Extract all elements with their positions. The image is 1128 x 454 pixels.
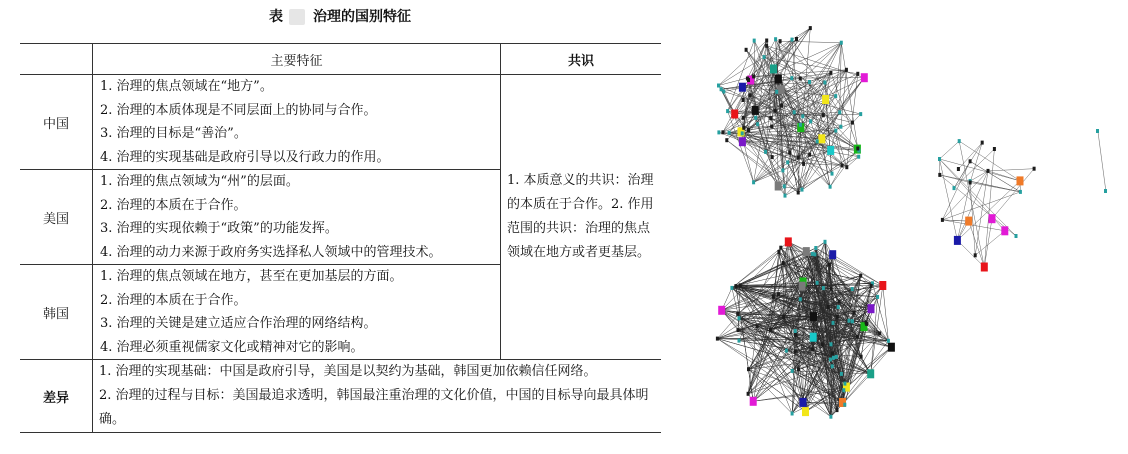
network-top-left-node: [827, 146, 834, 155]
network-top-left-node: [771, 155, 774, 159]
network-right-node: [938, 173, 941, 177]
network-top-left-node: [818, 134, 825, 143]
network-top-left-node: [775, 90, 778, 94]
network-bottom-node: [730, 286, 733, 290]
network-bottom-node: [811, 252, 814, 256]
network-bottom-node: [738, 316, 741, 320]
network-bottom-node: [810, 333, 817, 342]
network-top-left-node: [774, 37, 777, 41]
features-cell: [93, 75, 501, 170]
network-bottom-node: [829, 415, 832, 419]
network-bottom-node: [831, 364, 834, 368]
network-right-edge: [957, 240, 984, 267]
network-bottom-node: [876, 295, 879, 299]
network-right-node: [957, 167, 960, 171]
network-top-left-node: [752, 74, 755, 78]
network-top-left-node: [797, 191, 800, 195]
network-bottom-node: [772, 295, 775, 299]
network-bottom-edge: [753, 390, 844, 401]
network-top-left-node: [822, 95, 829, 104]
network-bottom-node: [769, 328, 772, 332]
country-cell: 美国: [20, 170, 93, 265]
network-right-node: [953, 186, 956, 190]
network-top-left-node: [845, 68, 848, 72]
table-title: [0, 6, 680, 26]
network-top-left-edge: [803, 28, 811, 116]
network-bottom-node: [870, 284, 873, 288]
network-top-left-node: [802, 162, 805, 166]
network-top-left-node: [769, 116, 772, 120]
network-top-left-node: [829, 185, 832, 189]
network-top-left-edge: [817, 78, 864, 142]
network-bottom-node: [791, 369, 794, 373]
network-top-left-node: [779, 39, 782, 43]
network-top-left-node: [749, 93, 752, 97]
network-top-left-node: [717, 130, 720, 134]
network-top-left-edge: [777, 70, 847, 92]
network-top-left-node: [747, 128, 750, 132]
network-top-left-node: [741, 131, 744, 135]
network-bottom-node: [800, 398, 807, 407]
network-top-left-edge: [802, 74, 858, 190]
network-top-left-node: [809, 119, 812, 123]
network-bottom-node: [821, 343, 824, 347]
isolated-node: [1096, 129, 1099, 133]
network-top-left-node: [764, 150, 767, 154]
network-bottom-node: [832, 356, 835, 360]
network-bottom-node: [802, 407, 809, 416]
network-bottom-edge: [717, 330, 738, 339]
network-top-left-node: [745, 48, 748, 52]
network-top-left-node: [831, 172, 834, 176]
network-bottom-node: [848, 319, 851, 323]
network-bottom-node: [867, 369, 874, 378]
features-cell: [93, 170, 501, 265]
network-bottom-node: [814, 246, 817, 250]
network-top-left-node: [856, 72, 859, 76]
network-bottom-node: [803, 247, 810, 256]
network-right-edge: [957, 183, 970, 241]
network-bottom-node: [831, 351, 834, 355]
network-right-node: [987, 169, 990, 173]
network-right-node: [993, 147, 996, 151]
country-cell: 韩国: [20, 265, 93, 360]
network-top-left-node: [781, 168, 784, 172]
network-top-left-node: [797, 156, 800, 160]
network-top-left-node: [784, 194, 787, 198]
network-right-node: [954, 236, 961, 245]
network-figure: [694, 0, 1128, 450]
network-top-left-node: [801, 114, 804, 118]
network-right-edge: [940, 141, 960, 159]
redacted-number: [289, 9, 305, 25]
network-top-left-edge: [754, 70, 847, 77]
network-bottom-node: [829, 250, 836, 259]
network-top-left-node: [783, 184, 786, 188]
network-top-left-node: [720, 87, 723, 91]
network-top-left-node: [756, 122, 759, 126]
network-right-node: [969, 181, 972, 185]
isolated-edge: [1098, 132, 1106, 192]
network-top-left-edge: [719, 41, 767, 86]
network-bottom-node: [791, 412, 794, 416]
network-bottom-node: [860, 355, 863, 359]
network-right-node: [1001, 226, 1008, 235]
network-top-left-node: [753, 39, 756, 43]
network-right-edge: [988, 169, 1034, 171]
network-top-left-node: [728, 131, 731, 135]
network-top-left-node: [790, 76, 793, 80]
header-features: 主要特征: [93, 44, 501, 75]
network-top-left-node: [752, 180, 755, 184]
network-right-edge: [959, 141, 1020, 181]
network-bottom-node: [747, 392, 750, 396]
network-top-left-node: [829, 71, 832, 75]
network-top-left-node: [823, 81, 826, 85]
network-right-node: [958, 139, 961, 143]
network-bottom-node: [782, 315, 785, 319]
header-row: [20, 44, 661, 75]
network-bottom-node: [736, 312, 739, 316]
network-bottom-node: [716, 337, 719, 341]
network-bottom-node: [822, 286, 825, 290]
network-bottom-node: [851, 319, 854, 323]
network-top-left-node: [731, 110, 738, 119]
network-right-node: [938, 157, 941, 161]
network-bottom-node: [836, 315, 839, 319]
network-bottom-node: [830, 342, 833, 346]
network-bottom-node: [718, 306, 725, 315]
feature-item: 3. 治理的目标是“善治”。: [100, 122, 500, 146]
network-right-node: [965, 217, 972, 226]
network-top-left-node: [742, 126, 745, 130]
network-top-left-node: [742, 116, 745, 120]
network-top-left-node: [834, 129, 837, 133]
network-top-left-node: [742, 98, 745, 102]
table-title-text: 治理的国别特征: [313, 9, 411, 25]
network-top-left-node: [857, 155, 860, 159]
network-right-node: [981, 141, 984, 145]
consensus-cell: 1. 本质意义的共识：治理的本质在于合作。2. 作用范围的共识：治理的焦点领域在地方或者更基层。: [501, 75, 662, 360]
network-bottom-node: [840, 372, 843, 376]
network-right-node: [974, 253, 977, 257]
difference-row: [20, 360, 661, 433]
network-bottom-node: [799, 282, 806, 291]
network-right-node: [989, 214, 996, 223]
network-top-left-node: [861, 73, 868, 82]
network-top-left-node: [763, 55, 766, 59]
header-corner: [20, 44, 93, 75]
feature-item: 1. 治理的焦点领域为“州”的层面。: [100, 170, 500, 194]
network-top-left-node: [809, 26, 812, 30]
network-top-left-node: [739, 137, 746, 146]
network-top-left-node: [746, 77, 749, 81]
network-top-left-node: [791, 38, 794, 42]
network-right-node: [1015, 234, 1018, 238]
network-bottom-node: [816, 281, 819, 285]
table-row: [20, 75, 661, 170]
network-bottom-node: [777, 292, 780, 296]
network-top-left-node: [840, 41, 843, 45]
network-top-left-edge: [774, 28, 811, 69]
network-bottom-node: [810, 312, 817, 321]
network-top-left-node: [845, 165, 848, 169]
feature-item: 3. 治理的实现依赖于“政策”的功能发挥。: [100, 217, 500, 241]
network-bottom-node: [878, 331, 881, 335]
network-bottom-node: [777, 250, 780, 254]
network-bottom-node: [794, 333, 797, 337]
difference-label: 差异: [20, 360, 93, 433]
network-bottom-node: [779, 246, 782, 250]
network-top-left-node: [722, 90, 725, 94]
network-top-left-node: [816, 139, 819, 143]
feature-item: 2. 治理的本质在于合作。: [100, 289, 500, 313]
network-bottom-node: [734, 284, 737, 288]
network-bottom-node: [843, 382, 846, 386]
network-bottom-node: [811, 348, 814, 352]
difference-cell: [93, 360, 662, 433]
network-top-left-node: [721, 130, 724, 134]
network-top-left-node: [765, 39, 768, 43]
network-top-left-edge: [777, 92, 861, 114]
network-top-left-node: [856, 147, 859, 151]
network-bottom-node: [827, 305, 830, 309]
network-right-node: [981, 263, 988, 272]
network-top-left-node: [801, 188, 804, 192]
network-bottom-node: [747, 367, 750, 371]
network-right-node: [941, 218, 944, 222]
network-top-left-node: [822, 113, 825, 117]
network-right-node: [969, 159, 972, 163]
network-bottom-node: [853, 311, 856, 315]
network-bottom-node: [824, 240, 827, 244]
network-top-left-node: [808, 80, 811, 84]
network-top-left-node: [770, 125, 773, 129]
network-top-left-node: [780, 103, 783, 107]
network-bottom-node: [785, 349, 788, 353]
network-top-left-node: [799, 123, 802, 127]
network-bottom-edge: [883, 286, 889, 341]
network-top-left-node: [765, 44, 768, 48]
feature-item: 4. 治理必须重视儒家文化或精神对它的影响。: [100, 336, 500, 360]
country-cell: 中国: [20, 75, 93, 170]
network-bottom-node: [794, 329, 797, 333]
network-top-left-node: [775, 182, 782, 191]
network-bottom-node: [842, 388, 845, 392]
network-graphs-svg: [694, 0, 1128, 450]
network-top-left-node: [717, 84, 720, 88]
network-bottom-node: [859, 274, 862, 278]
network-top-left-node: [799, 77, 802, 81]
network-bottom-node: [836, 408, 839, 412]
network-bottom-node: [865, 322, 868, 326]
network-right-edge: [984, 219, 992, 267]
network-bottom-node: [756, 324, 759, 328]
isolated-node: [1104, 189, 1107, 193]
network-bottom-node: [829, 358, 832, 362]
network-top-left-node: [788, 151, 791, 155]
network-top-left-node: [834, 94, 837, 98]
network-top-left-node: [752, 106, 759, 115]
network-top-left-node: [839, 125, 842, 129]
network-right-edge: [970, 171, 988, 181]
network-top-left-node: [786, 160, 789, 164]
governance-table: [20, 43, 661, 433]
network-top-left-node: [851, 121, 854, 125]
feature-item: 3. 治理的关键是建立适应合作治理的网络结构。: [100, 312, 500, 336]
network-top-left-node: [838, 110, 841, 114]
network-bottom-node: [799, 297, 802, 301]
network-bottom-node: [739, 283, 742, 287]
feature-item: 4. 治理的动力来源于政府务实选择私人领域中的管理技术。: [100, 241, 500, 265]
network-top-left-node: [774, 109, 777, 113]
network-right-edge: [970, 181, 1020, 192]
network-bottom-node: [856, 335, 859, 339]
network-bottom-node: [785, 237, 792, 246]
network-bottom-node: [782, 261, 785, 265]
network-top-left-node: [770, 64, 777, 73]
network-right-edge: [940, 159, 958, 240]
network-top-left-node: [778, 85, 785, 94]
network-bottom-node: [838, 299, 841, 303]
network-right-node: [1033, 167, 1036, 171]
network-bottom-node: [879, 281, 886, 290]
network-top-left-node: [726, 109, 729, 113]
network-bottom-node: [797, 368, 800, 372]
difference-item: 2. 治理的过程与目标：美国最追求透明，韩国最注重治理的文化价值，中国的目标导向最具体明确。: [99, 384, 655, 432]
difference-item: 1. 治理的实现基础：中国是政府引导，美国是以契约为基础，韩国更加依赖信任网络。: [99, 360, 655, 384]
network-top-left-node: [754, 116, 757, 120]
feature-item: 1. 治理的焦点领域在地方，甚至在更加基层的方面。: [100, 265, 500, 289]
features-cell: [93, 265, 501, 360]
network-bottom-node: [750, 397, 757, 406]
network-top-left-node: [859, 112, 862, 116]
network-bottom-node: [830, 287, 833, 291]
network-bottom-node: [835, 355, 838, 359]
network-top-left-node: [775, 75, 782, 84]
network-bottom-node: [832, 321, 835, 325]
network-top-left-node: [808, 153, 811, 157]
network-top-left-node: [841, 164, 844, 168]
network-right-edge: [984, 149, 994, 267]
network-bottom-node: [868, 304, 875, 313]
network-bottom-node: [887, 339, 890, 343]
network-bottom-node: [843, 403, 846, 407]
feature-item: 2. 治理的本质在于合作。: [100, 194, 500, 218]
feature-item: 4. 治理的实现基础是政府引导以及行政力的作用。: [100, 146, 500, 170]
network-top-left-node: [793, 110, 796, 114]
header-consensus: 共识: [501, 44, 662, 75]
network-right-node: [1019, 190, 1022, 194]
network-top-left-node: [795, 37, 798, 41]
network-bottom-node: [737, 328, 740, 332]
feature-item: 1. 治理的焦点领域在“地方”。: [100, 75, 500, 99]
network-bottom-node: [794, 349, 797, 353]
network-top-left-node: [725, 138, 728, 142]
feature-item: 2. 治理的本质体现是不同层面上的协同与合作。: [100, 99, 500, 123]
network-bottom-node: [888, 343, 895, 352]
network-bottom-node: [738, 339, 741, 343]
network-bottom-node: [828, 263, 831, 267]
network-bottom-node: [837, 305, 840, 309]
network-top-left-node: [739, 83, 746, 92]
network-right-node: [1017, 176, 1024, 185]
network-bottom-node: [851, 287, 854, 291]
table-title-prefix: 表: [269, 9, 283, 25]
